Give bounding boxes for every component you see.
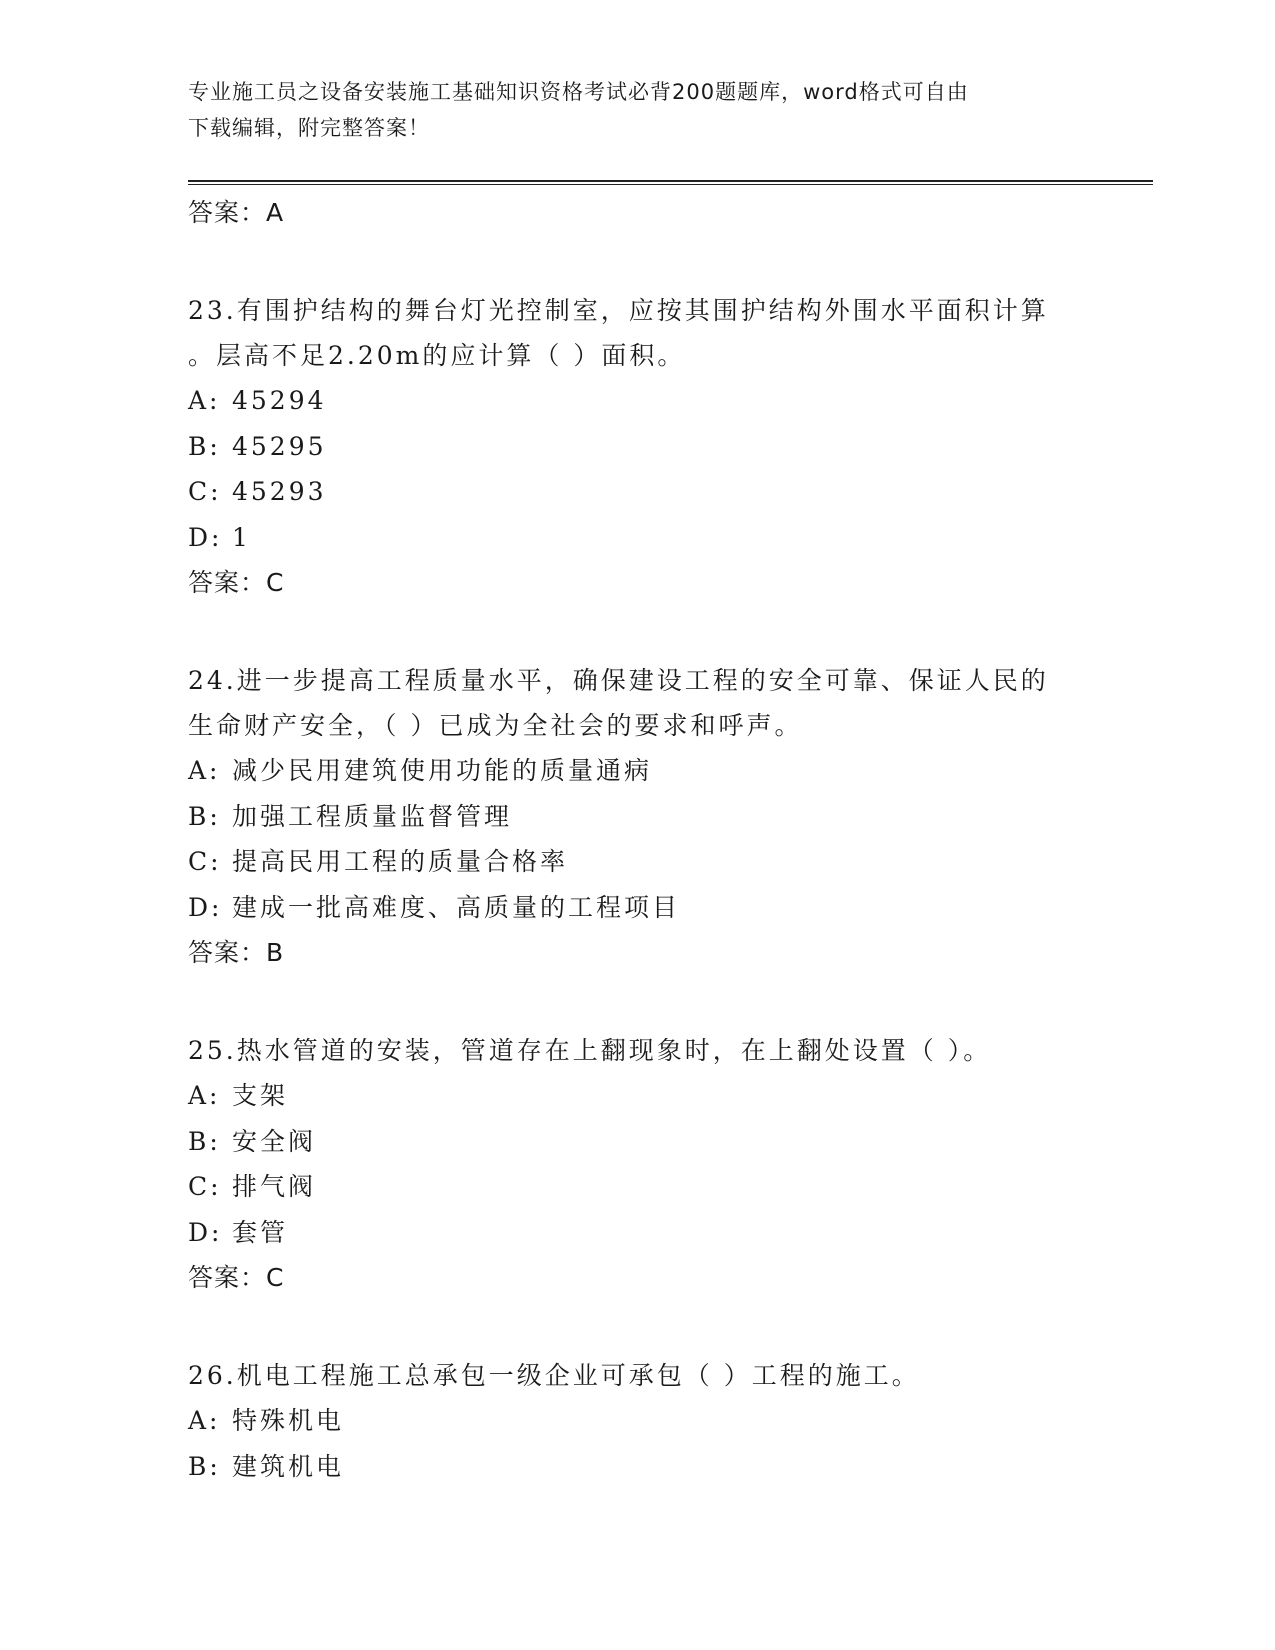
header-line-1: 专业施工员之设备安装施工基础知识资格考试必背200题题库，word格式可自由 <box>188 80 969 104</box>
option-label: C: <box>188 477 222 506</box>
option-label: B: <box>188 431 221 461</box>
question-text-line: 25.热水管道的安装，管道存在上翻现象时，在上翻处设置（ ）。 <box>188 1036 992 1065</box>
option-label: B: <box>188 1126 221 1156</box>
question-text-line: 23.有围护结构的舞台灯光控制室，应按其围护结构外围水平面积计算 <box>188 296 1049 325</box>
option-text: 排气阀 <box>232 1172 317 1201</box>
header-line-2: 下载编辑，附完整答案！ <box>188 116 430 140</box>
option-c <box>188 1164 1088 1210</box>
question-block <box>188 1353 1088 1489</box>
option-text: 特殊机电 <box>232 1406 345 1435</box>
option-label: A: <box>188 1406 221 1435</box>
question-text <box>188 1028 1088 1073</box>
option-text: 安全阀 <box>232 1126 317 1156</box>
question-text-line: 生命财产安全，（ ）已成为全社会的要求和呼声。 <box>188 711 803 740</box>
option-text: 套管 <box>232 1217 289 1247</box>
option-label: C: <box>188 1172 222 1201</box>
option-text: 建筑机电 <box>232 1451 345 1481</box>
option-a <box>188 748 1088 794</box>
option-text: 45294 <box>232 386 327 415</box>
question-block <box>188 1028 1088 1301</box>
option-d <box>188 885 1088 931</box>
document-body <box>188 188 1088 1489</box>
option-c <box>188 839 1088 885</box>
option-d <box>188 515 1088 561</box>
header-divider-thick <box>188 180 1153 182</box>
option-text: 减少民用建筑使用功能的质量通病 <box>232 756 653 785</box>
option-b <box>188 1119 1088 1165</box>
option-c <box>188 469 1088 515</box>
option-label: D: <box>188 1217 223 1247</box>
option-label: D: <box>188 892 223 922</box>
option-a <box>188 378 1088 424</box>
answer-line: 答案：C <box>188 568 285 597</box>
option-text: 支架 <box>232 1081 289 1110</box>
option-label: B: <box>188 801 221 831</box>
option-text: 45293 <box>232 477 327 506</box>
question-text <box>188 288 1088 378</box>
option-b <box>188 794 1088 840</box>
option-d <box>188 1210 1088 1256</box>
question-block <box>188 288 1088 606</box>
option-label: A: <box>188 1081 221 1110</box>
answer-line: 答案：C <box>188 1263 285 1292</box>
option-label: A: <box>188 386 221 415</box>
option-b <box>188 424 1088 470</box>
option-text: 建成一批高难度、高质量的工程项目 <box>232 892 681 922</box>
question-text-line: 26.机电工程施工总承包一级企业可承包（ ）工程的施工。 <box>188 1361 920 1390</box>
option-text: 1 <box>232 522 251 552</box>
option-text: 45295 <box>232 431 327 461</box>
question-text <box>188 1353 1088 1398</box>
answer-line: 答案：B <box>188 938 285 967</box>
option-text: 提高民用工程的质量合格率 <box>232 847 569 876</box>
option-label: B: <box>188 1451 221 1481</box>
header-divider-thin <box>188 184 1153 185</box>
option-label: D: <box>188 522 223 552</box>
option-text: 加强工程质量监督管理 <box>232 801 513 831</box>
question-text-line: 24.进一步提高工程质量水平，确保建设工程的安全可靠、保证人民的 <box>188 666 1049 695</box>
option-label: C: <box>188 847 222 876</box>
option-a <box>188 1073 1088 1119</box>
question-text <box>188 658 1088 748</box>
document-header <box>188 74 1088 146</box>
question-text-line: 。层高不足2.20m的应计算（ ）面积。 <box>188 341 686 370</box>
question-block <box>188 658 1088 976</box>
option-label: A: <box>188 756 221 785</box>
option-a <box>188 1398 1088 1444</box>
option-b <box>188 1444 1088 1490</box>
answer-line: 答案：A <box>188 198 285 227</box>
